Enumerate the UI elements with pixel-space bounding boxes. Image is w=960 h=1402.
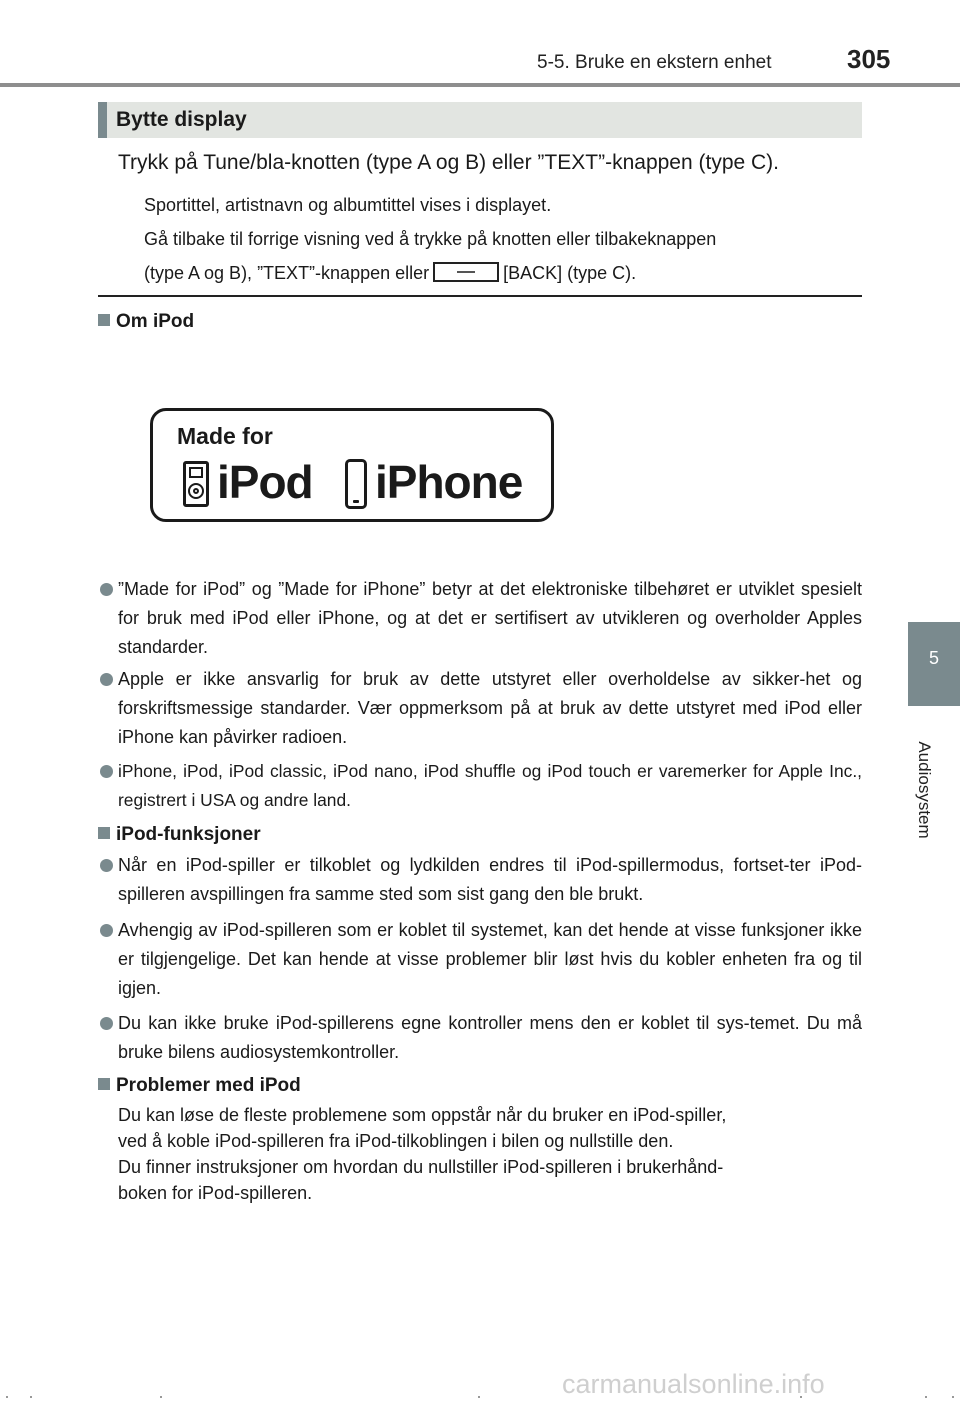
section-heading-bar [98,102,862,138]
logo-iphone-text: iPhone [375,456,523,508]
list-item [98,575,862,662]
header-section-title: 5-5. Bruke en ekstern enhet [537,52,772,73]
section-heading-accent [98,102,107,138]
circle-bullet-icon [100,859,113,872]
subheading-problemer-med-ipod [98,1075,301,1097]
list-item-text: Apple er ikke ansvarlig for bruk av dette utstyret eller overholdelse av sikker-het og forskriftsmessige standarder. Vær oppmerksom på at bruk av dette utstyret med iPod eller iPhone kan påvirker radioen. [118,669,862,747]
result-line-part: [BACK] (type C). [503,263,637,283]
list-item [98,1009,862,1067]
circle-bullet-icon [100,924,113,937]
paragraph-line: boken for iPod-spilleren. [118,1183,313,1203]
instruction-text: Trykk på Tune/bla-knotten (type A og B) eller ”TEXT”-knappen (type C). [118,151,780,174]
logo-ipod-text: iPod [217,456,313,508]
result-line [144,256,856,290]
paragraph-line: Du finner instruksjoner om hvordan du nullstiller iPod-spilleren i brukerhånd- [118,1157,724,1177]
subheading-text: Om iPod [116,311,195,332]
circle-bullet-icon [100,1017,113,1030]
list-item-text: Du kan ikke bruke iPod-spillerens egne kontroller mens den er koblet til sys-temet. Du må bruke bilens audiosystemkontroller. [118,1013,862,1062]
result-line: Sportittel, artistnavn og albumtittel vises i displayet. [144,195,552,215]
subheading-om-ipod [98,311,194,333]
list-item-text: Når en iPod-spiller er tilkoblet og lydkilden endres til iPod-spillermodus, fortset-ter iPod-spilleren avspillingen fra samme sted som sist gang den ble brukt. [118,855,862,904]
square-bullet-icon [98,314,110,326]
subheading-ipod-funksjoner [98,824,261,846]
subheading-text: iPod-funksjoner [116,824,261,845]
chapter-number: 5 [928,648,939,668]
chapter-tab [908,622,960,706]
made-for-ipod-iphone-logo [150,408,554,522]
circle-bullet-icon [100,583,113,596]
back-button-icon [433,262,499,282]
subheading-text: Problemer med iPod [116,1075,301,1096]
section-heading-title: Bytte display [116,108,247,131]
watermark-text: carmanualsonline.info [562,1369,825,1399]
ipod-icon [183,461,209,507]
circle-bullet-icon [100,673,113,686]
list-item [98,757,862,815]
list-item [98,851,862,909]
paragraph-line: Du kan løse de fleste problemene som oppstår når du bruker en iPod-spiller, [118,1105,727,1125]
list-item [98,665,862,752]
result-line: Gå tilbake til forrige visning ved å trykke på knotten eller tilbakeknappen [144,229,717,249]
circle-bullet-icon [100,765,113,778]
list-item-text: ”Made for iPod” og ”Made for iPhone” betyr at det elektroniske tilbehøret er utviklet spesielt for bruk med iPod eller iPhone, og at det er sertifisert av utvikleren og overholder Apples standarder. [118,579,862,657]
logo-made-for-text: Made for [177,423,273,449]
list-item-text: Avhengig av iPod-spilleren som er koblet til systemet, kan det hende at visse funksjoner ikke er tilgjengelige. Det kan hende at visse problemer blir løst hvis du kobler enheten fra og til igjen. [118,920,862,998]
chapter-label: Audiosystem [915,741,934,839]
result-line-part: (type A og B), ”TEXT”-knappen eller [144,263,430,283]
section-divider [98,295,862,297]
result-text [144,188,856,290]
problems-paragraph [118,1102,862,1206]
page-number: 305 [847,44,891,74]
header-rule [0,83,960,87]
list-item-text: iPhone, iPod, iPod classic, iPod nano, iPod shuffle og iPod touch er varemerker for Apple Inc., registrert i USA og andre land. [118,761,862,810]
square-bullet-icon [98,827,110,839]
square-bullet-icon [98,1078,110,1090]
paragraph-line: ved å koble iPod-spilleren fra iPod-tilkoblingen i bilen og nullstille den. [118,1131,674,1151]
iphone-icon [345,459,367,509]
list-item [98,916,862,1003]
